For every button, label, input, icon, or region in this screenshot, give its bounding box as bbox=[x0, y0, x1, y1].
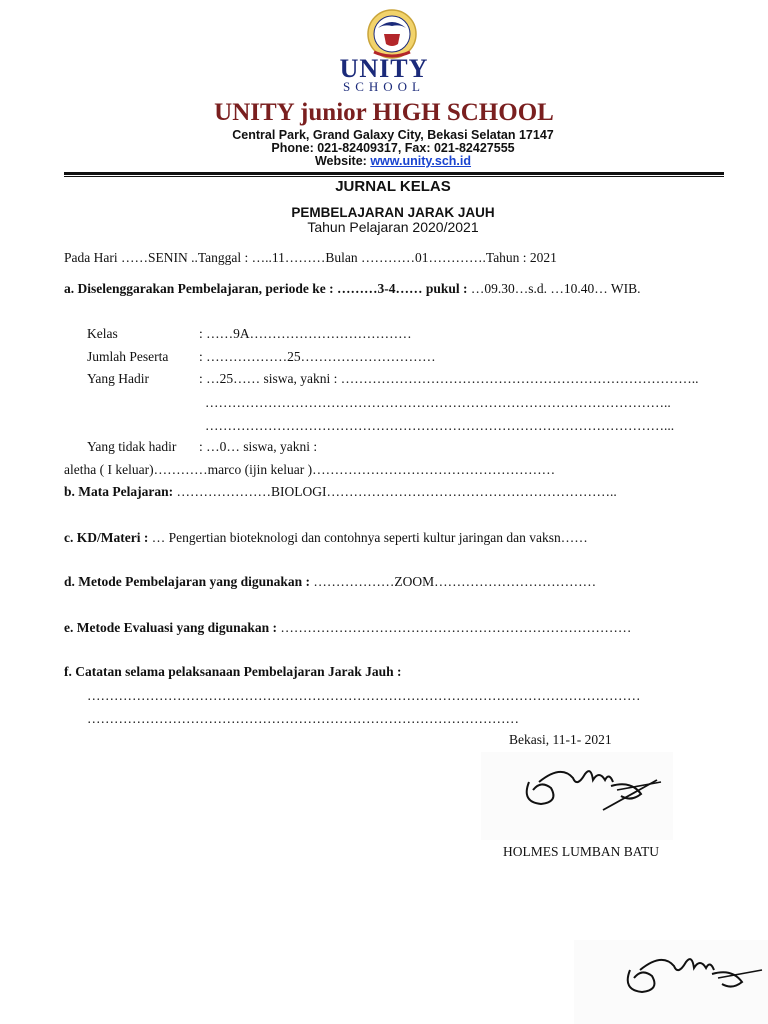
signatory-name: HOLMES LUMBAN BATU bbox=[503, 844, 660, 859]
header-divider-thin bbox=[64, 176, 724, 177]
school-address: Central Park, Grand Galaxy City, Bekasi Selatan 17147 bbox=[232, 128, 554, 142]
school-phone: Phone: 021-82409317, Fax: 021-82427555 bbox=[271, 141, 515, 155]
item-f-dots-1: …………………………………………………………………………………………………………… bbox=[87, 688, 641, 703]
logo-wordmark: UNITY bbox=[339, 54, 429, 83]
item-f-label: f. Catatan selama pelaksanaan Pembelajaran Jarak Jauh : bbox=[64, 664, 402, 679]
item-f-dots-2: …………………………………………………………………………………… bbox=[87, 711, 519, 726]
tidak-hadir-label: Yang tidak hadir bbox=[87, 439, 177, 454]
item-c-value: … Pengertian bioteknologi dan contohnya seperti kultur jaringan dan vaksn…… bbox=[148, 530, 588, 545]
website-label: Website: bbox=[314, 154, 371, 168]
document-subtitle: PEMBELAJARAN JARAK JAUH bbox=[291, 205, 495, 220]
item-c-label: c. KD/Materi : bbox=[64, 530, 149, 545]
signature-image-copy bbox=[574, 940, 768, 1024]
academic-year: Tahun Pelajaran 2020/2021 bbox=[307, 219, 479, 235]
jumlah-peserta-value: : ………………25………………………… bbox=[199, 349, 436, 364]
kelas-label: Kelas bbox=[87, 326, 118, 341]
school-name: UNITY junior HIGH SCHOOL bbox=[214, 99, 554, 126]
date-line: Pada Hari ……SENIN ..Tanggal : …..11………Bulan …………01………….Tahun : 2021 bbox=[64, 250, 557, 265]
item-e-value: …………………………………………………………………… bbox=[277, 620, 632, 635]
school-website bbox=[0, 154, 768, 168]
item-e-label: e. Metode Evaluasi yang digunakan : bbox=[64, 620, 278, 635]
kelas-value: : ……9A……………………………… bbox=[199, 326, 412, 341]
yang-hadir-dots-2: …………………………………………………………………………………………... bbox=[205, 418, 675, 433]
item-d-value: ………………ZOOM……………………………… bbox=[310, 574, 597, 589]
tidak-hadir-value: : …0… siswa, yakni : bbox=[199, 439, 318, 454]
yang-hadir-value: : …25…… siswa, yakni : …………………………………………………………………….. bbox=[199, 371, 699, 386]
document-title: JURNAL KELAS bbox=[335, 178, 451, 195]
tidak-hadir-detail: aletha ( I keluar)…………marco (ijin keluar )……………………………………………… bbox=[64, 462, 556, 477]
place-date: Bekasi, 11-1- 2021 bbox=[509, 732, 612, 747]
header-divider-thick bbox=[64, 172, 724, 175]
item-a-value: …09.30…s.d. …10.40… WIB. bbox=[467, 281, 641, 296]
signature-image bbox=[481, 752, 673, 840]
item-d-label: d. Metode Pembelajaran yang digunakan : bbox=[64, 574, 311, 589]
yang-hadir-label: Yang Hadir bbox=[87, 371, 150, 386]
website-link[interactable]: www.unity.sch.id bbox=[370, 154, 472, 168]
item-d bbox=[64, 574, 596, 590]
item-b-value: …………………BIOLOGI……………………………………………………….. bbox=[173, 484, 617, 499]
item-a bbox=[64, 281, 641, 297]
yang-hadir-dots-1: ………………………………………………………………………………………….. bbox=[205, 395, 671, 410]
item-a-label: a. Diselenggarakan Pembelajaran, periode ke : ………3-4…… pukul : bbox=[64, 281, 468, 296]
item-c bbox=[64, 530, 588, 546]
item-e bbox=[64, 620, 631, 636]
jumlah-peserta-label: Jumlah Peserta bbox=[87, 349, 169, 364]
item-b bbox=[64, 484, 617, 500]
item-b-label: b. Mata Pelajaran: bbox=[64, 484, 174, 499]
logo-subtitle: SCHOOL bbox=[342, 79, 425, 94]
